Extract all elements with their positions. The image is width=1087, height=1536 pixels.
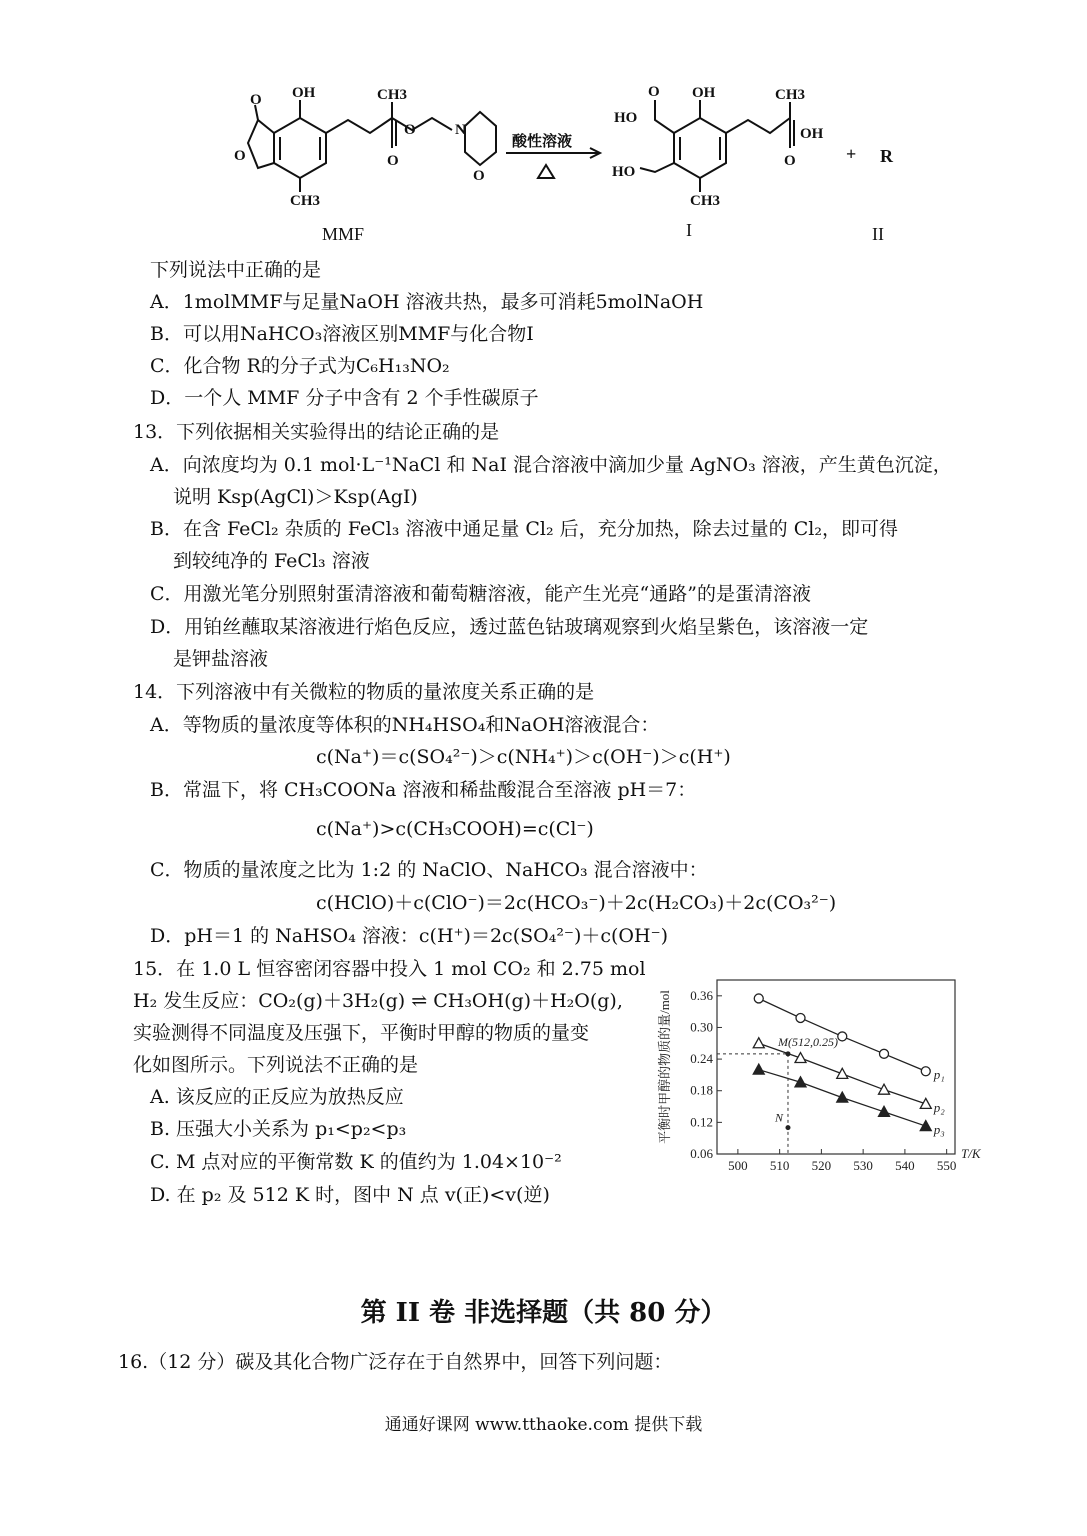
q14-option-b: B．常温下，将 CH₃COONa 溶液和稀盐酸混合至溶液 pH＝7： (150, 779, 697, 801)
y-axis-label: 平衡时甲醇的物质的量/mol (657, 990, 672, 1144)
q14-option-c-eq: c(HClO)＋c(ClO⁻)＝2c(HCO₃⁻)＋2c(H₂CO₃)＋2c(CO₃²⁻) (316, 892, 837, 914)
x-axis-label: T/K (961, 1146, 981, 1161)
r-label: R (880, 146, 893, 166)
atom-label: O (473, 168, 485, 184)
q12-option-d: D．一个人 MMF 分子中含有 2 个手性碳原子 (150, 387, 539, 409)
data-point (753, 1038, 764, 1048)
data-point (795, 1053, 806, 1063)
q13-stem: 13．下列依据相关实验得出的结论正确的是 (133, 421, 500, 443)
atom-label: O (250, 92, 262, 108)
q14-option-b-eq: c(Na⁺)>c(CH₃COOH)=c(Cl⁻) (316, 818, 594, 840)
q14-stem: 14．下列溶液中有关微粒的物质的量浓度关系正确的是 (133, 681, 595, 703)
atom-label: OH (692, 85, 716, 101)
data-point (879, 1084, 890, 1094)
atom-label: O (404, 122, 416, 138)
atom-label: O (234, 148, 246, 164)
y-tick-label: 0.18 (690, 1082, 713, 1098)
atom-label: O (648, 84, 660, 100)
section-title: 第 II 卷 非选择题（共 80 分） (360, 1298, 727, 1328)
atom-label: OH (800, 126, 824, 142)
atom-label: OH (292, 85, 316, 101)
reactant-label: MMF (322, 224, 365, 244)
q15-option-a: A. 该反应的正反应为放热反应 (150, 1086, 404, 1108)
atom-label: O (784, 153, 796, 169)
q13-option-d-cont: 是钾盐溶液 (173, 648, 269, 670)
q15-option-c: C. M 点对应的平衡常数 K 的值约为 1.04×10⁻² (150, 1151, 562, 1173)
q16-stem: 16.（12 分）碳及其化合物广泛存在于自然界中，回答下列问题： (118, 1351, 673, 1373)
series-label: p₁ (933, 1067, 945, 1083)
product2-label: II (872, 224, 884, 244)
q14-option-c: C．物质的量浓度之比为 1:2 的 NaClO、NaHCO₃ 混合溶液中： (150, 859, 708, 881)
reagent-label: 酸性溶液 (512, 134, 573, 150)
q13-option-c: C．用激光笔分别照射蛋清溶液和葡萄糖溶液，能产生光亮“通路”的是蛋清溶液 (150, 583, 811, 605)
data-point (754, 994, 763, 1003)
atom-label: CH3 (377, 87, 407, 103)
atom-label: HO (614, 110, 638, 126)
plot-frame (717, 980, 955, 1154)
q15-stem-4: 化如图所示。下列说法不正确的是 (133, 1054, 419, 1076)
q13-option-b: B．在含 FeCl₂ 杂质的 FeCl₃ 溶液中通足量 Cl₂ 后，充分加热，除去过量的 Cl₂，即可得 (150, 518, 898, 540)
data-point (920, 1121, 931, 1131)
data-point (796, 1013, 805, 1022)
footer: 通通好课网 www.tthaoke.com 提供下载 (384, 1415, 703, 1435)
x-tick-label: 500 (728, 1158, 748, 1173)
y-tick-label: 0.30 (690, 1019, 713, 1035)
q15-stem-1: 15．在 1.0 L 恒容密闭容器中投入 1 mol CO₂ 和 2.75 mol (133, 958, 646, 980)
atom-label: CH3 (690, 193, 720, 209)
n-point (785, 1125, 790, 1130)
atom-label: HO (612, 164, 636, 180)
data-point (837, 1068, 848, 1078)
atom-label: O (387, 153, 399, 169)
n-label: N (774, 1110, 783, 1125)
q12-option-a: A．1molMMF与足量NaOH 溶液共热，最多可消耗5molNaOH (150, 291, 704, 313)
series-label: p₂ (933, 1099, 945, 1115)
q15-stem-3: 实验测得不同温度及压强下，平衡时甲醇的物质的量变 (133, 1022, 590, 1044)
q14-option-d: D．pH＝1 的 NaHSO₄ 溶液：c(H⁺)＝2c(SO₄²⁻)＋c(OH⁻) (150, 925, 669, 947)
q15-option-b: B. 压强大小关系为 p₁<p₂<p₃ (150, 1118, 407, 1140)
q15-option-d: D. 在 p₂ 及 512 K 时，图中 N 点 v(正)<v(逆) (150, 1184, 550, 1206)
data-point (880, 1049, 889, 1058)
y-tick-label: 0.06 (690, 1146, 713, 1161)
data-point (837, 1092, 848, 1102)
x-tick-label: 510 (769, 1158, 790, 1173)
q13-option-d: D．用铂丝蘸取某溶液进行焰色反应，透过蓝色钴玻璃观察到火焰呈紫色，该溶液一定 (150, 616, 869, 638)
data-point (879, 1106, 890, 1116)
data-point (921, 1067, 930, 1076)
y-tick-label: 0.24 (690, 1051, 713, 1067)
plus-sign: + (846, 144, 857, 164)
q12-option-b: B．可以用NaHCO₃溶液区别MMF与化合物I (150, 323, 534, 345)
y-tick-label: 0.36 (690, 987, 713, 1003)
q12-option-c: C．化合物 R的分子式为C₆H₁₃NO₂ (150, 355, 450, 377)
m-label: M(512,0.25) (777, 1034, 838, 1049)
atom-label: CH3 (775, 87, 805, 103)
q13-option-b-cont: 到较纯净的 FeCl₃ 溶液 (173, 550, 370, 572)
data-point (753, 1064, 764, 1074)
q14-option-a: A．等物质的量浓度等体积的NH₄HSO₄和NaOH溶液混合： (150, 714, 660, 736)
reaction-scheme (0, 0, 1087, 250)
product1-label: I (686, 220, 692, 240)
data-point (838, 1032, 847, 1041)
q13-option-a-cont: 说明 Ksp(AgCl)＞Ksp(AgI) (173, 486, 418, 508)
q13-option-a: A．向浓度均为 0.1 mol·L⁻¹NaCl 和 NaI 混合溶液中滴加少量 AgNO₃ 溶液，产生黄色沉淀， (150, 454, 952, 476)
x-tick-label: 540 (895, 1158, 915, 1173)
x-tick-label: 520 (811, 1158, 832, 1173)
q14-option-a-eq: c(Na⁺)＝c(SO₄²⁻)＞c(NH₄⁺)＞c(OH⁻)＞c(H⁺) (316, 746, 731, 768)
atom-label: N (455, 122, 466, 138)
m-point (785, 1051, 790, 1056)
methanol-equilibrium-chart (655, 962, 985, 1177)
atom-label: CH3 (290, 193, 320, 209)
y-tick-label: 0.12 (690, 1114, 713, 1130)
x-tick-label: 530 (853, 1158, 873, 1173)
series-label: p₃ (933, 1122, 945, 1138)
x-tick-label: 550 (936, 1158, 957, 1173)
q12-stem: 下列说法中正确的是 (150, 259, 322, 281)
data-point (920, 1098, 931, 1108)
q15-stem-2: H₂ 发生反应：CO₂(g)＋3H₂(g) ⇌ CH₃OH(g)＋H₂O(g), (133, 990, 623, 1012)
